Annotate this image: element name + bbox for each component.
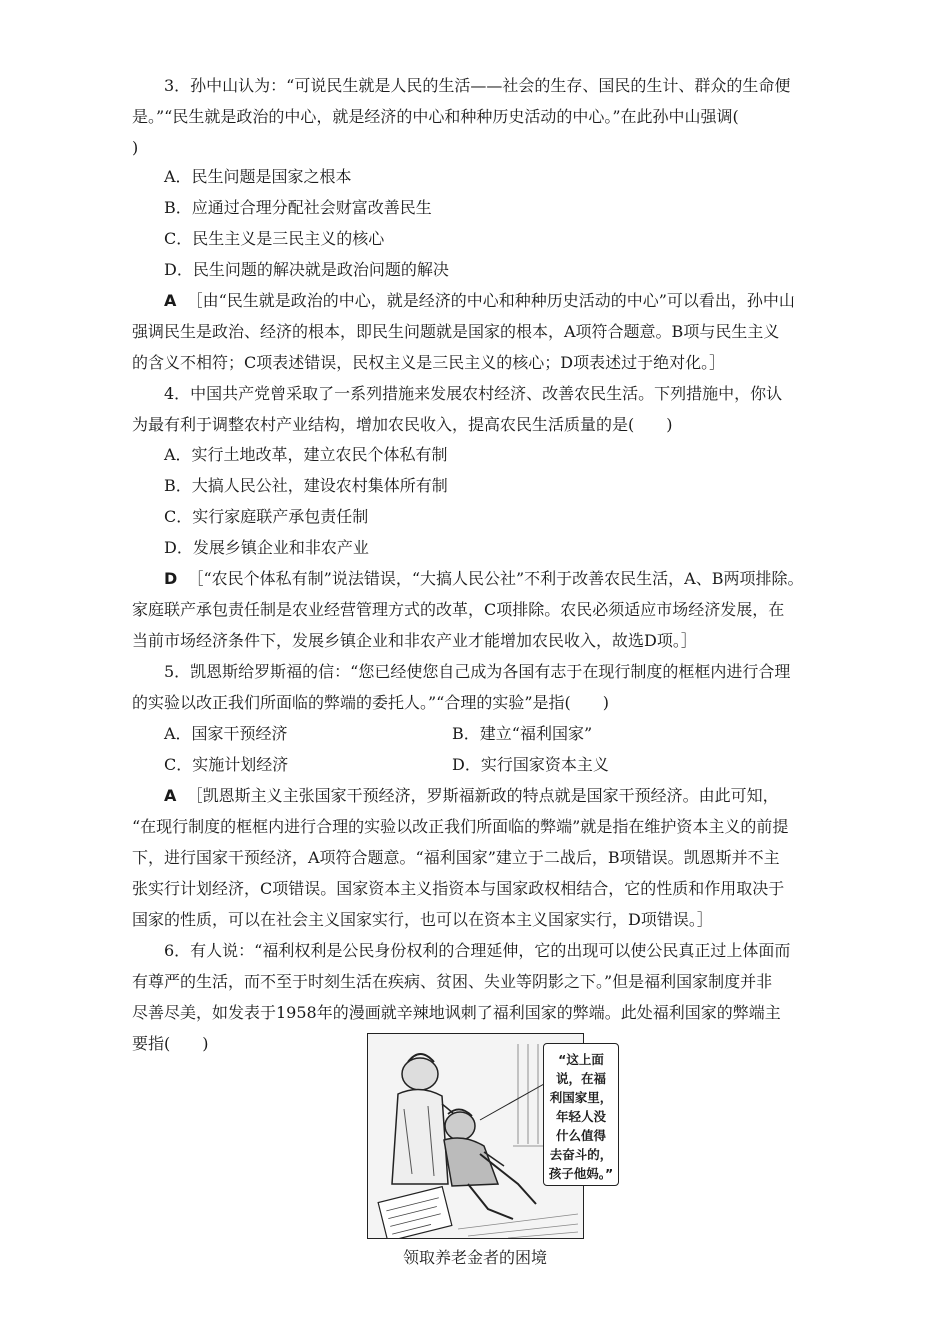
q5-answer-line3: 下，进行国家干预经济，A项符合题意。“福利国家”建立于二战后，B项错误。凯恩斯并不主: [132, 848, 780, 867]
q3-stem-line2: 是。”“民生就是政治的中心，就是经济的中心和种种历史活动的中心。”在此孙中山强调(: [132, 107, 739, 126]
q3-answer-letter: A: [164, 291, 177, 310]
q4-answer-line2: 家庭联产承包责任制是农业经营管理方式的改革，C项排除。农民必须适应市场经济发展，在: [132, 600, 785, 619]
q5-option-c: C．实施计划经济: [164, 755, 289, 774]
q5-option-a: A．国家干预经济: [164, 724, 288, 743]
q4-stem-line1: 4．中国共产党曾采取了一系列措施来发展农村经济、改善农民生活。下列措施中，你认: [164, 384, 783, 403]
q4-option-d: D．发展乡镇企业和非农产业: [164, 538, 369, 557]
q4-option-b: B．大搞人民公社，建设农村集体所有制: [164, 476, 448, 495]
q3-stem-line3: ): [132, 138, 139, 157]
q5-answer-letter: A: [164, 786, 177, 805]
figure-caption: 领取养老金者的困境: [402, 1248, 547, 1267]
bubble-line: “这上面: [558, 1052, 604, 1067]
q4-option-a: A．实行土地改革，建立农民个体私有制: [164, 445, 448, 464]
q5-answer-line5: 国家的性质，可以在社会主义国家实行，也可以在资本主义国家实行，D项错误。］: [132, 910, 713, 929]
q6-stem-line2: 有尊严的生活，而不至于时刻生活在疾病、贫困、失业等阴影之下。”但是福利国家制度并非: [132, 972, 773, 991]
q3-answer-line3: 的含义不相符；C项表述错误，民权主义是三民主义的核心；D项表述过于绝对化。］: [132, 353, 726, 372]
q4-answer-line3: 当前市场经济条件下，发展乡镇企业和非农产业才能增加农民收入，故选D项。］: [132, 631, 697, 650]
q5-stem-line1: 5．凯恩斯给罗斯福的信：“您已经使您自己成为各国有志于在现行制度的框框内进行合理: [164, 662, 791, 681]
q3-option-a: A．民生问题是国家之根本: [164, 167, 352, 186]
q4-answer-line1: [132, 563, 822, 594]
bubble-line: 去奋斗的，: [549, 1147, 613, 1162]
q3-answer-line1: [132, 285, 822, 316]
q4-answer-text1: ［“农民个体私有制”说法错误，“大搞人民公社”不利于改善农民生活，A、B两项排除。: [187, 569, 804, 588]
q5-option-b: B．建立“福利国家”: [452, 724, 593, 743]
bubble-line: 说，在福: [555, 1071, 606, 1086]
q4-stem-line2: 为最有利于调整农村产业结构，增加农民收入，提高农民生活质量的是( ): [132, 415, 673, 434]
bubble-line: 年轻人没: [555, 1109, 606, 1124]
speech-bubble: [543, 1043, 619, 1186]
q5-answer-line1: [132, 780, 822, 811]
q6-stem-line1: 6．有人说：“福利权利是公民身份权利的合理延伸，它的出现可以使公民真正过上体面而: [164, 941, 791, 960]
q4-option-c: C．实行家庭联产承包责任制: [164, 507, 369, 526]
q3-answer-text1: ［由“民生就是政治的中心，就是经济的中心和种种历史活动的中心”可以看出，孙中山: [186, 291, 795, 310]
q4-answer-letter: D: [164, 569, 178, 588]
q6-stem-line3: 尽善尽美，如发表于1958年的漫画就辛辣地讽刺了福利国家的弊端。此处福利国家的弊端主: [132, 1003, 781, 1022]
bubble-line: 利国家里，: [549, 1090, 613, 1105]
q5-answer-line2: “在现行制度的框框内进行合理的实验以改正我们所面临的弊端”就是指在维护资本主义的前提: [132, 817, 789, 836]
q5-option-d: D．实行国家资本主义: [452, 755, 609, 774]
q5-answer-line4: 张实行计划经济，C项错误。国家资本主义指资本与国家政权相结合，它的性质和作用取决于: [132, 879, 785, 898]
q3-option-b: B．应通过合理分配社会财富改善民生: [164, 198, 432, 217]
q3-option-d: D．民生问题的解决就是政治问题的解决: [164, 260, 449, 279]
bubble-line: 什么值得: [555, 1128, 606, 1143]
q5-stem-line2: 的实验以改正我们所面临的弊端的委托人。”“合理的实验”是指( ): [132, 693, 610, 712]
q3-stem-line1: 3．孙中山认为：“可说民生就是人民的生活——社会的生存、国民的生计、群众的生命便: [164, 76, 791, 95]
q5-answer-text1: ［凯恩斯主义主张国家干预经济，罗斯福新政的特点就是国家干预经济。由此可知，: [186, 786, 779, 805]
q6-stem-line4: 要指( ): [132, 1034, 209, 1053]
q3-option-c: C．民生主义是三民主义的核心: [164, 229, 385, 248]
bubble-line: 孩子他妈。”: [548, 1166, 614, 1181]
q3-answer-line2: 强调民生是政治、经济的根本，即民生问题就是国家的根本，A项符合题意。B项与民生主义: [132, 322, 780, 341]
